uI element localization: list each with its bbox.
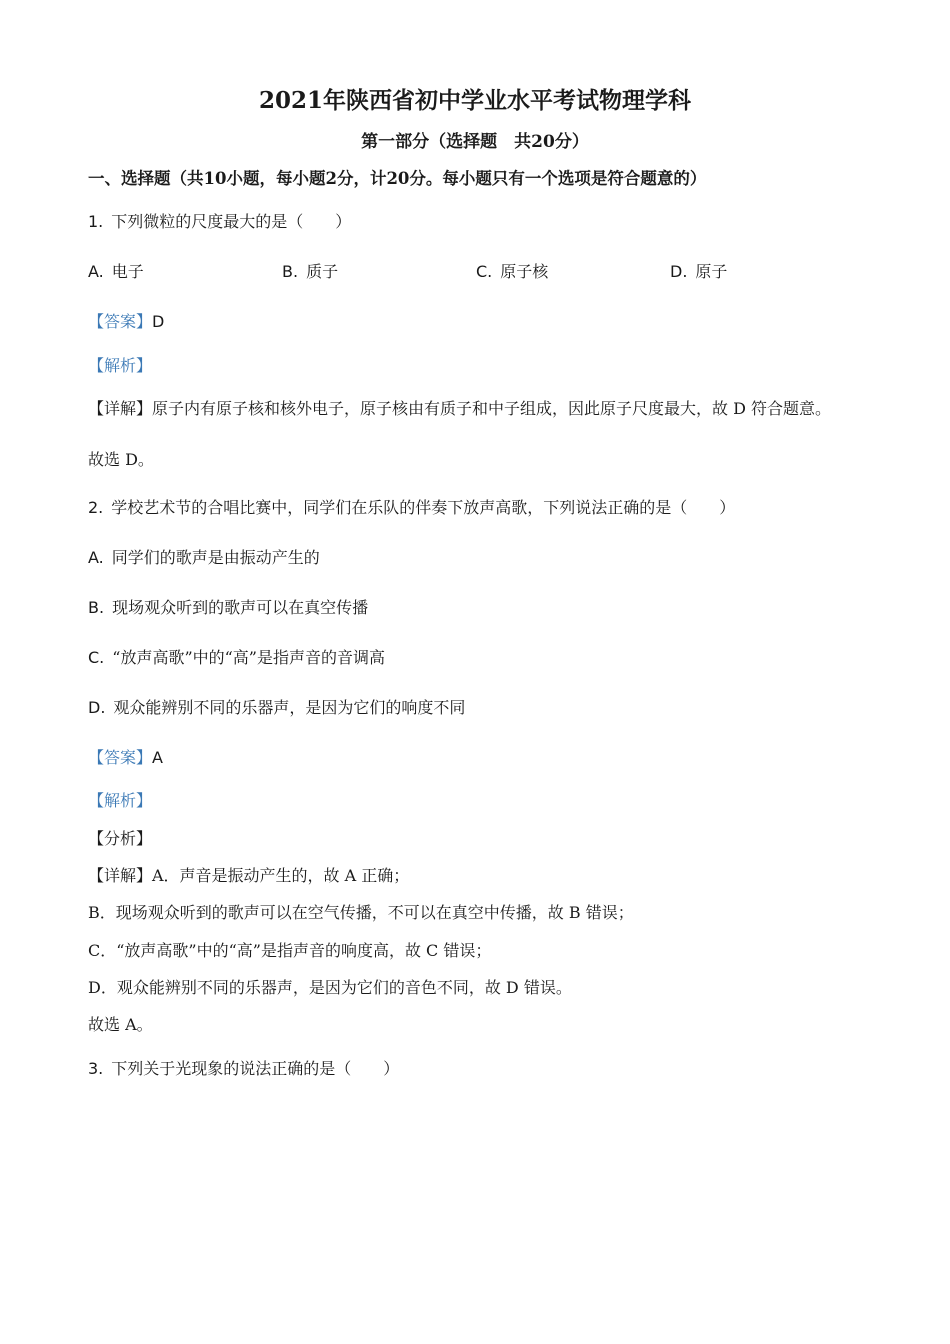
option-text: 质子 (306, 262, 339, 281)
question-number: 3. (88, 1059, 104, 1078)
answer-tag: 【答案】 (88, 748, 153, 767)
option-text: 电子 (111, 262, 144, 281)
option-letter: A. (88, 548, 104, 567)
q1-option-b (282, 261, 338, 283)
option-text: 原子 (695, 262, 728, 281)
q2-option-c (88, 647, 385, 669)
q2-fenxi-tag: 【分析】 (88, 829, 153, 848)
option-letter: C. (88, 648, 105, 667)
option-letter: D. (670, 262, 688, 281)
option-letter: B. (88, 598, 105, 617)
question-2 (88, 497, 735, 519)
q1-analysis-tag: 【解析】 (88, 356, 153, 375)
option-letter: C. (476, 262, 493, 281)
question-number: 1. (88, 212, 104, 231)
answer-tag: 【答案】 (88, 312, 153, 331)
option-letter: A. (88, 262, 104, 281)
option-text: 现场观众听到的歌声可以在真空传播 (112, 598, 369, 617)
option-text: “放声高歌”中的“高”是指声音的音调高 (112, 648, 385, 667)
question-stem: 下列微粒的尺度最大的是（ ） (111, 212, 352, 231)
section-heading: 一、选择题（共10小题，每小题2分，计20分。每小题只有一个选项是符合题意的） (88, 169, 707, 188)
question-1 (88, 211, 351, 233)
q2-option-b (88, 597, 368, 619)
q1-option-a (88, 261, 144, 283)
q2-option-d (88, 697, 465, 719)
q2-conclusion: 故选 A。 (88, 1015, 153, 1034)
q1-option-d (670, 261, 727, 283)
part-subtitle: 第一部分（选择题 共20分） (361, 132, 589, 152)
q1-detail: 【详解】原子内有原子核和核外电子，原子核由有质子和中子组成，因此原子尺度最大，故 D 符合题意。 (88, 399, 832, 418)
q2-detail-b: B．现场观众听到的歌声可以在空气传播，不可以在真空中传播，故 B 错误； (88, 903, 634, 922)
option-letter: B. (282, 262, 299, 281)
answer-value: A (152, 748, 163, 767)
q2-answer (88, 747, 163, 769)
q2-detail-d: D．观众能辨别不同的乐器声，是因为它们的音色不同，故 D 错误。 (88, 978, 572, 997)
option-text: 原子核 (500, 262, 549, 281)
q1-option-c (476, 261, 548, 283)
q2-detail-c: C．“放声高歌”中的“高”是指声音的响度高，故 C 错误； (88, 941, 492, 960)
question-stem: 下列关于光现象的说法正确的是（ ） (111, 1059, 400, 1078)
answer-value: D (152, 312, 165, 331)
question-stem: 学校艺术节的合唱比赛中，同学们在乐队的伴奏下放声高歌，下列说法正确的是（ ） (111, 498, 736, 517)
q2-option-a (88, 547, 320, 569)
q1-conclusion: 故选 D。 (88, 450, 154, 469)
q1-answer (88, 311, 164, 333)
option-letter: D. (88, 698, 106, 717)
q2-analysis-tag: 【解析】 (88, 791, 153, 810)
question-number: 2. (88, 498, 104, 517)
option-text: 观众能辨别不同的乐器声，是因为它们的响度不同 (113, 698, 466, 717)
option-text: 同学们的歌声是由振动产生的 (111, 548, 320, 567)
page-title: 2021年陕西省初中学业水平考试物理学科 (258, 87, 691, 114)
question-3 (88, 1058, 399, 1080)
q2-detail-a: 【详解】A．声音是振动产生的，故 A 正确； (88, 866, 410, 885)
